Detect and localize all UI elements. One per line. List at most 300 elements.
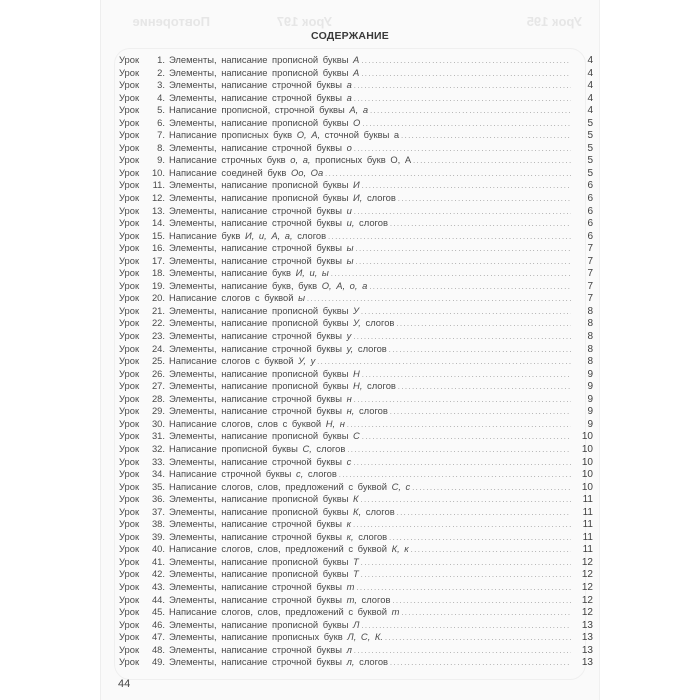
lesson-title-text: Элементы, написание строчной буквы [169,593,347,605]
dot-leader [389,345,571,358]
lesson-letters: к, [346,530,354,542]
lesson-letters: О, А, [296,129,321,141]
lesson-number: 23. [151,330,165,342]
lesson-letters: И, и, А, а, [244,229,293,241]
page-reference: 11 [582,531,593,543]
page-reference: 13 [581,644,593,656]
toc-entry [119,355,593,368]
lesson-title-text: Элементы, написание строчной буквы [169,643,347,655]
page-reference: 10 [581,443,593,455]
lesson-title-text: Элементы, написание строчной буквы [169,217,347,229]
lesson-label: Урок [119,91,140,103]
lesson-number: 47. [151,631,165,643]
lesson-number: 49. [151,656,165,668]
lesson-label: Урок [119,568,140,580]
table-of-contents [119,54,593,669]
lesson-letters: л, [346,656,355,668]
page-reference: 9 [587,368,593,380]
lesson-letters: И, и, ы [295,267,329,279]
lesson-number: 9. [157,154,165,166]
dot-leader [412,483,571,496]
lesson-letters: Н, [353,380,363,392]
lesson-number: 11. [152,179,165,191]
lesson-number: 17. [151,254,165,266]
lesson-title-text: Элементы, написание строчной буквы [169,254,347,266]
lesson-label: Урок [119,656,140,668]
page-reference: 5 [587,167,593,179]
lesson-label: Урок [119,455,140,467]
page-reference: 6 [587,218,593,230]
lesson-title-text: Элементы, написание строчной буквы [169,405,347,417]
lesson-title-text: Написание прописной буквы [169,442,303,454]
lesson-title-text: Элементы, написание строчной буквы [169,530,347,542]
lesson-title-text: Написание строчных букв [169,154,291,166]
page-reference: 8 [587,331,593,343]
lesson-title [169,54,359,67]
lesson-title [169,368,360,381]
toc-entry [119,468,593,481]
lesson-label: Урок [119,116,140,128]
page-reference: 7 [587,243,593,255]
lesson-title [169,468,337,481]
lesson-number: 13. [151,204,165,216]
dot-leader [354,94,571,107]
toc-entry [119,556,593,569]
lesson-letters: Л, С, К. [347,631,384,643]
lesson-letters: н, [346,405,355,417]
toc-entry [119,167,593,180]
page-reference: 10 [581,431,593,443]
lesson-title-text: Элементы, написание строчной буквы [169,392,347,404]
lesson-letters: л [346,643,352,655]
lesson-letters: и [346,204,352,216]
page-reference: 11 [582,494,593,506]
lesson-title-text: Элементы, написание прописной буквы [169,430,354,442]
lesson-label: Урок [119,405,140,417]
lesson-title-text: Элементы, написание прописной буквы [169,555,354,567]
lesson-number: 24. [151,342,165,354]
lesson-title-text: Написание прописных букв [169,129,297,141]
toc-entry [119,418,593,431]
toc-entry [119,192,593,205]
lesson-title-suffix: слогов [362,192,396,204]
lesson-title-text: Написание слогов, слов, предложений с буквой [169,480,392,492]
lesson-label: Урок [119,518,140,530]
lesson-title [169,531,387,544]
lesson-letters: С, с [391,480,411,492]
lesson-title-text: Написание соединей букв [169,166,291,178]
dot-leader [328,232,571,245]
lesson-title [169,179,360,192]
lesson-label: Урок [119,242,140,254]
dot-leader [392,596,571,609]
dot-leader [361,69,571,82]
lesson-title-text: Элементы, написание строчной буквы [169,455,347,467]
lesson-title-text: Элементы, написание прописной буквы [169,618,354,630]
toc-entry [119,568,593,581]
page-reference: 8 [587,343,593,355]
lesson-title-text: Элементы, написание прописных букв [169,631,348,643]
lesson-title-suffix: слогов [360,317,395,329]
toc-entry [119,104,593,117]
dot-leader [370,106,571,119]
lesson-letters: И [353,179,360,191]
dot-leader [356,257,571,270]
lesson-title [169,330,351,343]
toc-entry [119,330,593,343]
lesson-letters: О [353,116,361,128]
lesson-number: 34. [151,468,165,480]
lesson-title [169,631,383,644]
lesson-number: 43. [151,580,165,592]
lesson-label: Урок [119,606,140,618]
lesson-number: 21. [151,304,165,316]
lesson-letters: И, [353,192,363,204]
page-reference: 12 [581,581,593,593]
lesson-number: 28. [151,392,165,404]
bleed-through-lesson-middle: Урок 197 [276,14,332,29]
dot-leader [353,458,571,471]
lesson-title [169,443,345,456]
lesson-letters: т [346,580,355,592]
lesson-number: 30. [151,417,165,429]
lesson-title [169,67,359,80]
toc-entry [119,380,593,393]
lesson-title-text: Элементы, написание прописной буквы [169,54,354,65]
lesson-title-text: Элементы, написание строчной буквы [169,79,347,91]
lesson-letters: У, у [298,355,316,367]
lesson-title [169,581,354,594]
lesson-title-text: Элементы, написание строчной буквы [169,242,347,254]
page-reference: 4 [587,55,593,66]
lesson-label: Урок [119,580,140,592]
lesson-number: 46. [151,618,165,630]
lesson-title-text: Элементы, написание строчной буквы [169,204,347,216]
lesson-title-text: Написание строчной буквы [169,468,297,480]
lesson-title [169,644,352,657]
toc-entry [119,644,593,657]
lesson-letters: Т [353,568,359,580]
toc-entry [119,656,593,669]
lesson-letters: ы [346,242,354,254]
lesson-letters: ы [346,254,354,266]
page-reference: 11 [582,506,593,518]
toc-entry [119,317,593,330]
lesson-title [169,305,359,318]
page-reference: 9 [587,418,593,430]
lesson-label: Урок [119,505,140,517]
lesson-number: 26. [151,367,165,379]
toc-entry [119,205,593,218]
lesson-label: Урок [119,192,140,204]
page-reference: 12 [581,607,593,619]
dot-leader [390,219,571,232]
lesson-title-text: Элементы, написание прописной буквы [169,505,354,517]
lesson-title [169,656,388,669]
lesson-number: 10. [151,166,165,178]
lesson-letters: К, к [391,543,409,555]
lesson-number: 39. [151,530,165,542]
lesson-letters: Н, н [325,417,345,429]
page-reference: 10 [581,481,593,493]
lesson-title-suffix: слогов [354,405,388,417]
lesson-label: Урок [119,66,140,78]
lesson-title-suffix: слогов [303,468,337,480]
lesson-title [169,506,395,519]
lesson-label: Урок [119,104,140,116]
lesson-title [169,255,354,268]
bleed-through-lesson-left: Урок 195 [526,14,582,29]
lesson-letters: Т [353,555,359,567]
lesson-label: Урок [119,279,140,291]
lesson-title-text: Элементы, написание прописной буквы [169,304,354,316]
lesson-title [169,117,360,130]
lesson-title [169,418,345,431]
lesson-title-text: Элементы, написание строчной буквы [169,580,347,592]
lesson-label: Урок [119,154,140,166]
page-reference: 6 [587,180,593,192]
lesson-title [169,129,399,142]
dot-leader [396,319,571,332]
toc-entry [119,493,593,506]
lesson-title-suffix: слогов [353,530,388,542]
lesson-title-text: Элементы, написание прописной буквы [169,367,354,379]
dot-leader [390,407,571,420]
toc-entry [119,430,593,443]
lesson-label: Урок [119,480,140,492]
toc-entry [119,142,593,155]
page-reference: 12 [581,556,593,568]
lesson-title [169,518,351,531]
lesson-letters: а [346,79,352,91]
lesson-number: 7. [157,129,165,141]
dot-leader [397,508,571,521]
toc-entry [119,230,593,243]
lesson-letters: и, [346,217,355,229]
page-reference: 7 [587,293,593,305]
lesson-number: 14. [151,217,165,229]
toc-entry [119,594,593,607]
lesson-number: 36. [151,493,165,505]
page-reference: 4 [587,67,593,79]
page-reference: 4 [587,92,593,104]
lesson-title [169,242,354,255]
lesson-number: 2. [157,66,165,78]
lesson-title-text: Элементы, написание прописной буквы [169,66,354,78]
dot-leader [398,194,571,207]
lesson-title [169,79,352,92]
lesson-number: 5. [157,104,165,116]
lesson-title [169,430,360,443]
lesson-label: Урок [119,254,140,266]
lesson-title-suffix: слогов [292,229,327,241]
lesson-title [169,393,352,406]
page-reference: 8 [587,305,593,317]
lesson-number: 4. [157,91,165,103]
lesson-letters: с [346,455,352,467]
lesson-letters: ы [298,292,306,304]
dot-leader [413,156,571,169]
lesson-label: Урок [119,317,140,329]
page-reference: 4 [587,105,593,117]
toc-entry [119,280,593,293]
lesson-letters: о [346,141,352,153]
dot-leader [361,621,571,634]
lesson-number: 18. [151,267,165,279]
lesson-number: 41. [151,555,165,567]
page-reference: 13 [581,619,593,631]
dot-leader [369,282,571,295]
lesson-letters: Л [353,618,360,630]
lesson-label: Урок [119,392,140,404]
lesson-title [169,355,315,368]
toc-entry [119,154,593,167]
document-page [100,0,600,700]
toc-entry [119,531,593,544]
lesson-title-text: Написание слогов с буквой [169,292,299,304]
page-reference: 8 [587,356,593,368]
toc-entry [119,117,593,130]
page-reference: 10 [581,469,593,481]
lesson-title [169,192,396,205]
lesson-number: 48. [151,643,165,655]
lesson-letters: Оо, Оа [290,166,324,178]
lesson-label: Урок [119,129,140,141]
lesson-number: 32. [151,442,165,454]
page-reference: 11 [582,519,593,531]
lesson-label: Урок [119,179,140,191]
page-reference: 6 [587,205,593,217]
lesson-title [169,167,323,180]
lesson-number: 12. [151,192,165,204]
lesson-title-text: Элементы, написание строчной буквы [169,518,347,530]
toc-entry [119,456,593,469]
lesson-label: Урок [119,380,140,392]
lesson-title-text: Элементы, написание строчной буквы [169,342,347,354]
lesson-label: Урок [119,330,140,342]
toc-entry [119,631,593,644]
lesson-label: Урок [119,217,140,229]
lesson-letters: У, [353,317,361,329]
lesson-title [169,205,352,218]
lesson-number: 42. [151,568,165,580]
dot-leader [401,131,571,144]
bleed-through-review: Повторение [132,14,210,29]
lesson-label: Урок [119,593,140,605]
toc-entry [119,393,593,406]
lesson-title [169,104,368,117]
lesson-number: 38. [151,518,165,530]
lesson-label: Урок [119,267,140,279]
lesson-number: 16. [151,242,165,254]
lesson-title-text: Написание слогов, слов с буквой [169,417,326,429]
page-reference: 5 [587,130,593,142]
toc-entry [119,92,593,105]
lesson-letters: н [346,392,352,404]
lesson-label: Урок [119,79,140,91]
lesson-label: Урок [119,166,140,178]
lesson-letters: О, А, о, а [321,279,368,291]
lesson-title [169,142,352,155]
lesson-label: Урок [119,468,140,480]
lesson-letters: К [353,493,359,505]
page-reference: 7 [587,268,593,280]
lesson-letters: У [353,304,360,316]
lesson-title [169,543,409,556]
lesson-title [169,456,351,469]
lesson-letters: т [391,606,400,618]
lesson-title [169,92,352,105]
lesson-letters: с, [296,468,304,480]
toc-entry [119,67,593,80]
lesson-number: 44. [151,593,165,605]
lesson-title-text: Написание слогов с буквой [169,355,299,367]
lesson-letters: к [346,518,352,530]
toc-entry [119,217,593,230]
lesson-number: 22. [151,317,165,329]
lesson-number: 19. [151,279,165,291]
dot-leader [389,533,571,546]
lesson-letters: А, а [349,104,369,116]
dot-leader [390,658,571,671]
page-reference: 5 [587,117,593,129]
lesson-title-text: Элементы, написание строчной буквы [169,330,347,342]
dot-leader [354,81,571,94]
toc-entry [119,54,593,67]
lesson-label: Урок [119,367,140,379]
lesson-label: Урок [119,417,140,429]
lesson-title-text: Элементы, написание прописной буквы [169,493,354,505]
lesson-title [169,493,359,506]
lesson-label: Урок [119,493,140,505]
dot-leader [347,420,571,433]
toc-entry [119,619,593,632]
lesson-label: Урок [119,555,140,567]
lesson-letters: К, [353,505,362,517]
dot-leader [361,558,571,571]
dot-leader [361,570,571,583]
lesson-title-text: Элементы, написание прописной буквы [169,179,354,191]
lesson-title [169,568,359,581]
toc-entry [119,506,593,519]
lesson-label: Урок [119,530,140,542]
lesson-letters: о, а, [290,154,311,166]
page-reference: 5 [587,142,593,154]
toc-entry [119,606,593,619]
dot-leader [356,244,571,257]
lesson-number: 33. [151,455,165,467]
page-reference: 13 [581,632,593,644]
dot-leader [401,608,571,621]
toc-entry [119,255,593,268]
lesson-title [169,292,305,305]
lesson-title-text: Элементы, написание прописной буквы [169,380,354,392]
lesson-number: 31. [151,430,165,442]
lesson-number: 40. [151,543,165,555]
lesson-title-text: Элементы, написание букв [169,267,296,279]
page-reference: 11 [582,544,593,556]
lesson-title [169,343,387,356]
page-number: 44 [118,678,131,690]
lesson-letters: Н [353,367,360,379]
lesson-title-text: Написание букв [169,229,245,241]
page-reference: 6 [587,193,593,205]
lesson-letters: А [353,66,360,78]
lesson-title-suffix: слогов [354,217,388,229]
lesson-title [169,267,329,280]
lesson-title [169,405,388,418]
lesson-title-suffix: слогов [361,505,395,517]
